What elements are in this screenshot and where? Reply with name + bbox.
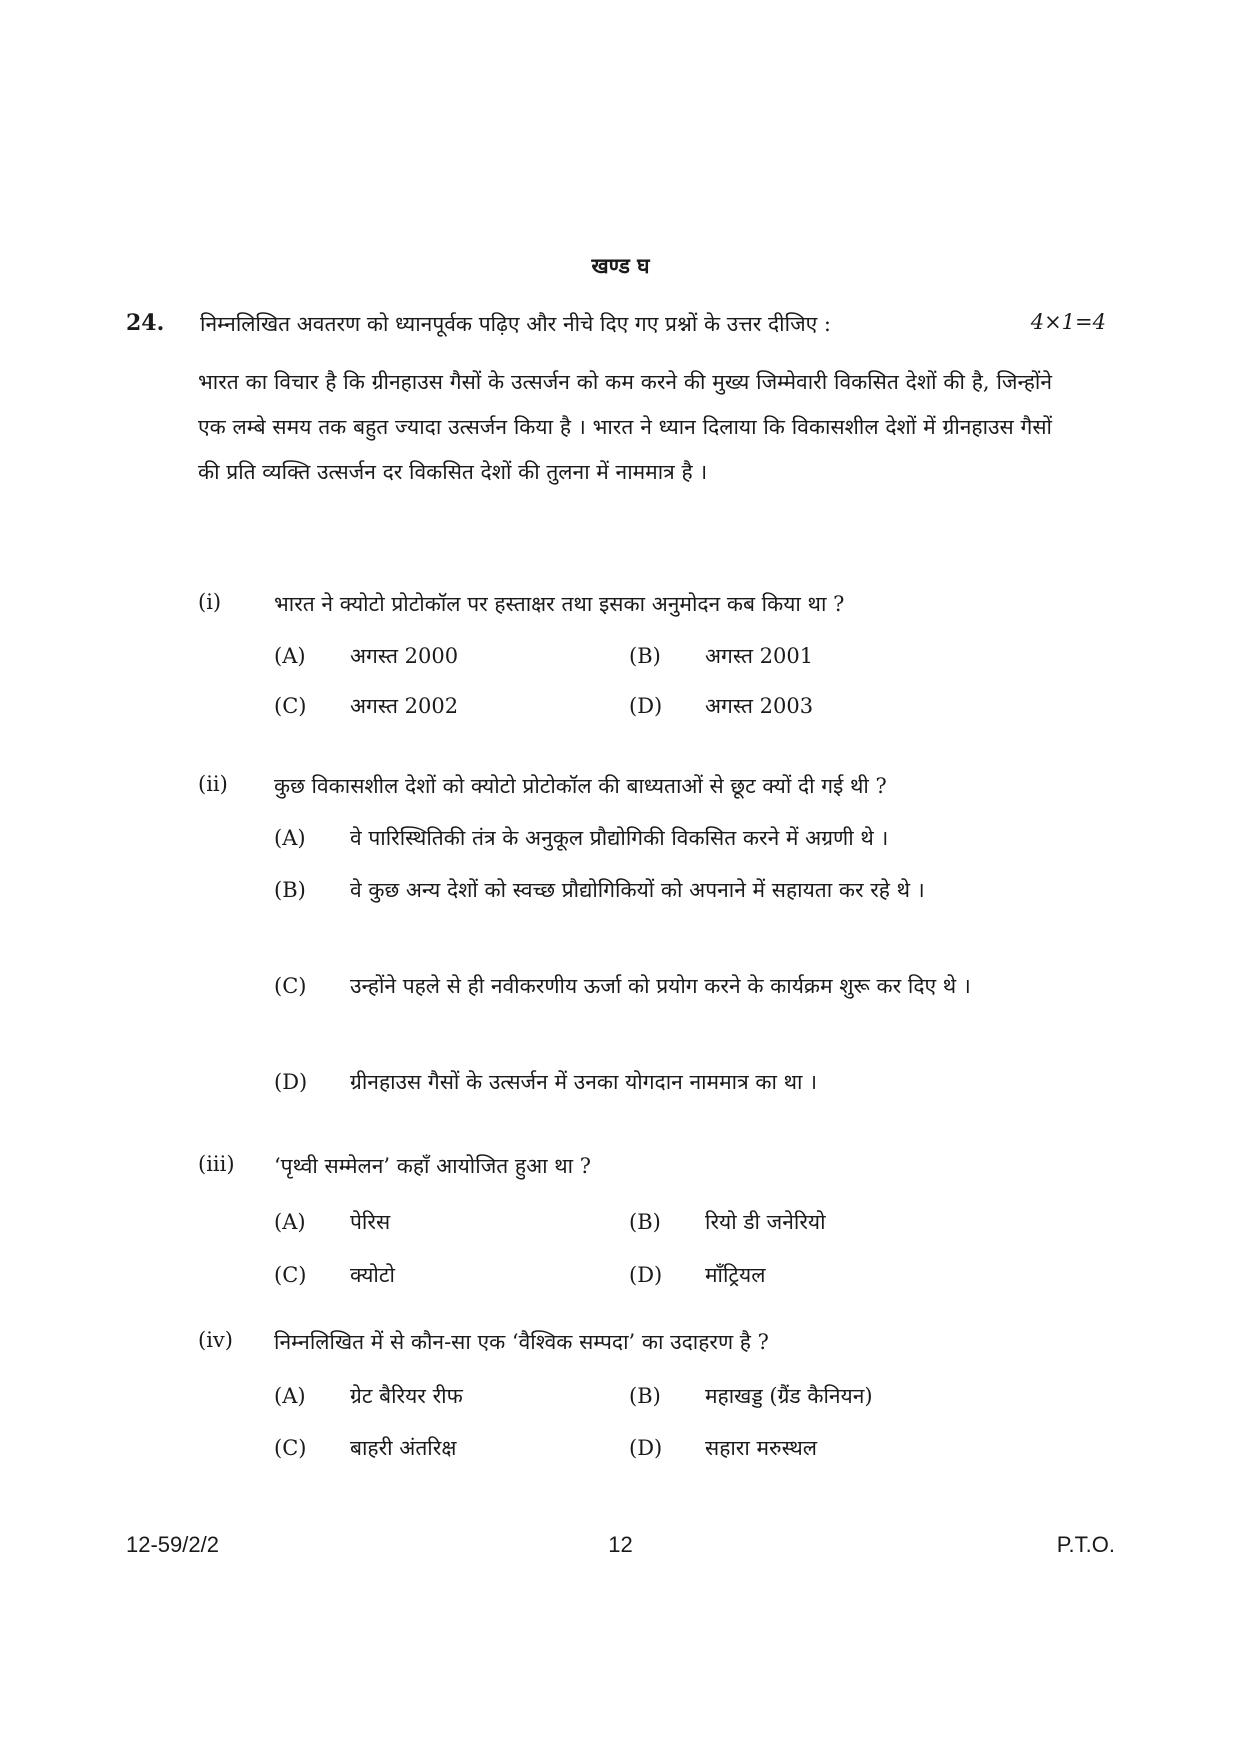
- paper-code: 12-59/2/2: [126, 1532, 219, 1557]
- option-b: (B) महाखड्ड (ग्रैंड कैनियन): [629, 1384, 873, 1408]
- option-c: (C) अगस्त 2002: [274, 694, 459, 718]
- sub-question-text: भारत ने क्योटो प्रोटोकॉल पर हस्ताक्षर तथा इसका अनुमोदन कब किया था ?: [274, 592, 845, 616]
- page-number: 12: [608, 1532, 633, 1557]
- option-d: (D) सहारा मरुस्थल: [629, 1436, 818, 1460]
- option-a: (A) ग्रेट बैरियर रीफ: [274, 1384, 463, 1408]
- option-c: (C) क्योटो: [274, 1263, 395, 1287]
- question-marks: 4×1=4: [1030, 310, 1106, 334]
- sub-question-text: निम्नलिखित में से कौन-सा एक ‘वैश्विक सम्पदा’ का उदाहरण है ?: [274, 1330, 769, 1354]
- option-c: (C) बाहरी अंतरिक्ष: [274, 1436, 457, 1460]
- sub-question-number: (iv): [198, 1328, 233, 1352]
- sub-question-text: ‘पृथ्वी सम्मेलन’ कहाँ आयोजित हुआ था ?: [274, 1154, 591, 1178]
- sub-question-text: कुछ विकासशील देशों को क्योटो प्रोटोकॉल की बाध्यताओं से छूट क्यों दी गई थी ?: [274, 774, 887, 798]
- option-d: (D) मॉंट्रियल: [629, 1263, 766, 1287]
- option-a: (A) पेरिस: [274, 1210, 391, 1234]
- sub-question-number: (i): [198, 590, 222, 614]
- sub-question-number: (iii): [198, 1152, 235, 1176]
- question-instruction: निम्नलिखित अवतरण को ध्यानपूर्वक पढ़िए और नीचे दिए गए प्रश्नों के उत्तर दीजिए :: [200, 312, 832, 336]
- passage: भारत का विचार है कि ग्रीनहाउस गैसों के उत्सर्जन को कम करने की मुख्य जिम्मेवारी विकसित देशों की है, जिन्होंने एक लम्बे समय तक बहुत ज्यादा उत्सर्जन किया है । भारत ने ध्यान दिलाया कि विकासशील देशों में ग्रीनहाउस गैसों की प्रति व्यक्ति उत्सर्जन दर विकसित देशों की तुलना में नाममात्र है ।: [198, 370, 1052, 484]
- exam-page: खण्ड घ 24. निम्नलिखित अवतरण को ध्यानपूर्वक पढ़िए और नीचे दिए गए प्रश्नों के उत्तर दीजिए : 4×1=4 भारत का विचार है कि ग्रीनहाउस गैसों के उत्सर्जन को कम करने की मुख्य जिम्मेवारी विकसित देशों की है, जिन्होंने एक लम्बे समय तक बहुत ज्यादा उत्सर्जन किया है । भारत ने ध्यान दिलाया कि विकासशील देशों में ग्रीनहाउस गैसों की प्रति व्यक्ति उत्सर्जन दर विकसित देशों की तुलना में नाममात्र है । (i) भारत ने क्योटो प्रोटोकॉल पर हस्ताक्षर तथा इसका अनुमोदन कब किया था ? (A) अगस्त 2000 (B) अगस्त 2001 (C) अगस्त 2002 (D) अगस्त 2003 (ii) कुछ विकासशील देशों को क्योटो प्रोटोकॉल की बाध्यताओं से छूट क्यों दी गई थी ? (A) वे पारिस्थितिकी तंत्र के अनुकूल प्रौद्योगिकी विकसित करने में अग्रणी थे । (B) वे कुछ अन्य देशों को स्वच्छ प्रौद्योगिकियों को अपनाने में सहायता कर रहे थे । (C) उन्होंने पहले से ही नवीकरणीय ऊर्जा को प्रयोग करने के कार्यक्रम शुरू कर दिए थे । (D) ग्रीनहाउस गैसों के उत्सर्जन में उनका योगदान नाममात्र का था । (iii) ‘पृथ्वी सम्मेलन’ कहाँ आयोजित हुआ था ? (A) पेरिस (B) रियो डी जनेरियो (C) क्योटो (D) मॉंट्रियल (iv) निम्नलिखित में से कौन-सा एक ‘वैश्विक सम्पदा’ का उदाहरण है ? (A) ग्रेट बैरियर रीफ (B) महाखड्ड (ग्रैंड कैनियन) (C) बाहरी अंतरिक्ष (D) सहारा मरुस्थल 12-59/2/2 12 P.T.O.: [0, 0, 1241, 1755]
- question-number: 24.: [126, 310, 165, 336]
- option-b: (B) अगस्त 2001: [629, 644, 814, 668]
- option-b: (B) रियो डी जनेरियो: [629, 1210, 826, 1234]
- pto-label: P.T.O.: [1056, 1532, 1115, 1557]
- section-title: खण्ड घ: [591, 253, 650, 278]
- option-d: (D) अगस्त 2003: [629, 694, 814, 718]
- option-a: (A) अगस्त 2000: [274, 644, 459, 668]
- sub-question-number: (ii): [198, 772, 228, 796]
